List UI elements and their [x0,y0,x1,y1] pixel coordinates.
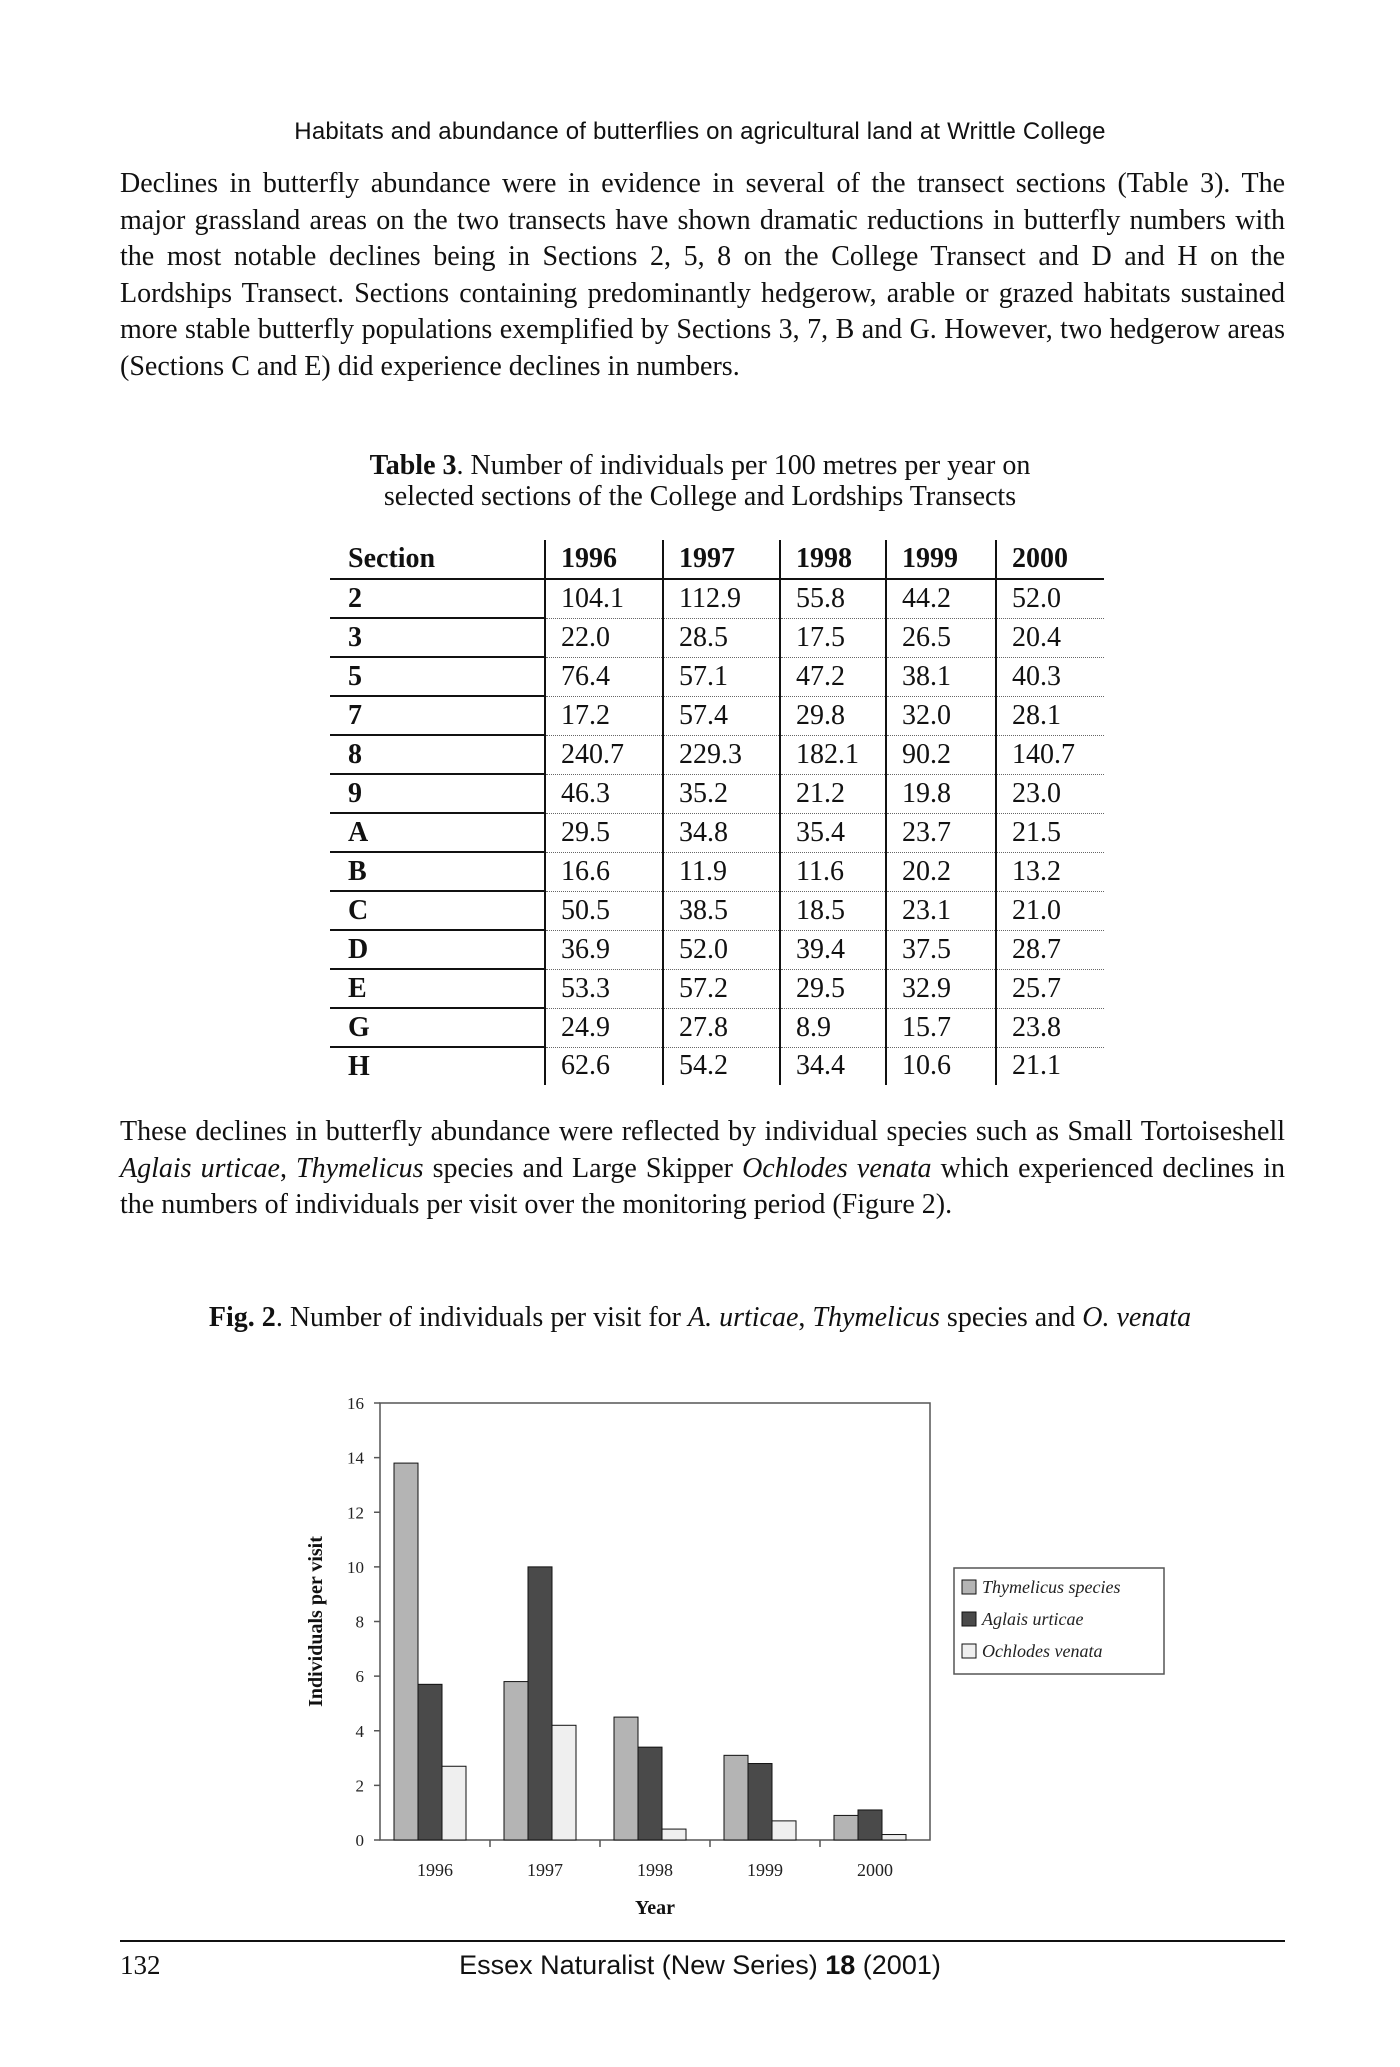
y-tick-label: 16 [347,1394,364,1413]
bar-thymelicus-species [614,1717,638,1840]
section-label-cell: E [330,969,545,1008]
legend-label: Aglais urticae [982,1609,1084,1629]
value-cell: 28.7 [996,930,1104,969]
section-label-cell: A [330,813,545,852]
para2-text-3: species and Large Skipper [423,1152,743,1184]
legend-label: Ochlodes venata [982,1641,1103,1661]
value-cell: 21.1 [996,1047,1104,1085]
figure-caption-italic-1: A. urticae [687,1302,799,1333]
bar-aglais-urticae [418,1684,442,1840]
legend-swatch [962,1612,976,1626]
value-cell: 23.8 [996,1008,1104,1047]
figure-label: Fig. 2 [208,1302,276,1333]
bar-ochlodes-venata [882,1835,906,1840]
table-row [330,813,1104,852]
value-cell: 57.4 [663,696,780,735]
value-cell: 44.2 [886,579,996,618]
value-cell: 34.4 [780,1047,886,1085]
table-row [330,852,1104,891]
para2-text-2: , [279,1152,297,1184]
table-header-cell: 1997 [663,540,780,579]
y-tick-label: 10 [347,1557,364,1577]
value-cell: 240.7 [545,735,663,774]
value-cell: 38.5 [663,891,780,930]
value-cell: 23.7 [886,813,996,852]
value-cell: 17.2 [545,696,663,735]
value-cell: 25.7 [996,969,1104,1008]
value-cell: 182.1 [780,735,886,774]
bar-aglais-urticae [528,1567,552,1840]
section-label-cell: 7 [330,696,545,735]
value-cell: 36.9 [545,930,663,969]
value-cell: 39.4 [780,930,886,969]
y-tick-label: 2 [355,1776,364,1796]
x-tick-label: 1996 [417,1860,453,1880]
bar-thymelicus-species [834,1815,858,1840]
value-cell: 140.7 [996,735,1104,774]
legend-swatch [962,1580,976,1594]
legend-swatch [962,1644,976,1658]
value-cell: 50.5 [545,891,663,930]
value-cell: 46.3 [545,774,663,813]
bar-ochlodes-venata [552,1725,576,1840]
value-cell: 47.2 [780,657,886,696]
value-cell: 52.0 [996,579,1104,618]
section-label-cell: B [330,852,545,891]
value-cell: 21.5 [996,813,1104,852]
value-cell: 34.8 [663,813,780,852]
table-body [330,579,1104,1085]
value-cell: 23.0 [996,774,1104,813]
table-row [330,969,1104,1008]
y-tick-label: 14 [347,1448,364,1468]
figure-caption-italic-3: O. venata [1082,1302,1192,1333]
data-table [330,540,1104,1085]
value-cell: 29.5 [545,813,663,852]
value-cell: 90.2 [886,735,996,774]
figure-caption-italic-2: Thymelicus [812,1302,940,1333]
section-label-cell: C [330,891,545,930]
body-paragraph-1: Declines in butterfly abundance were in evidence in several of the transect sections (Table 3). The major grassland areas on the two transects have shown dramatic reductions in butterfly numbers with the most notable declines being in Sections 2, 5, 8 on the College Transect and D and H on the Lordships Transect. Sections containing predominantly hedgerow, arable or grazed habitats sustained more stable butterfly populations exemplified by Sections 3, 7, B and G. However, two hedgerow areas (Sections C and E) did experience declines in numbers. [120,168,1285,382]
table-row [330,891,1104,930]
table-header-row [330,540,1104,579]
value-cell: 52.0 [663,930,780,969]
y-tick-label: 0 [355,1831,364,1850]
bar-thymelicus-species [394,1463,418,1840]
section-label-cell: 8 [330,735,545,774]
section-label-cell: 9 [330,774,545,813]
value-cell: 28.5 [663,618,780,657]
table-row [330,774,1104,813]
bar-ochlodes-venata [772,1821,796,1840]
value-cell: 32.9 [886,969,996,1008]
figure-caption-text-2: , [798,1302,813,1333]
value-cell: 40.3 [996,657,1104,696]
section-label-cell: 3 [330,618,545,657]
table-caption-line1: . Number of individuals per 100 metres per year on [456,450,1031,481]
value-cell: 62.6 [545,1047,663,1085]
value-cell: 229.3 [663,735,780,774]
table-header-cell: Section [330,540,545,579]
value-cell: 21.2 [780,774,886,813]
page-number: 132 [120,1950,161,1980]
species-name-aglais: Aglais urticae [120,1152,280,1184]
value-cell: 18.5 [780,891,886,930]
value-cell: 22.0 [545,618,663,657]
table-header-cell: 1998 [780,540,886,579]
y-tick-label: 12 [347,1503,364,1523]
value-cell: 21.0 [996,891,1104,930]
journal-year: (2001) [855,1950,941,1980]
bar-aglais-urticae [638,1747,662,1840]
value-cell: 53.3 [545,969,663,1008]
value-cell: 10.6 [886,1047,996,1085]
value-cell: 112.9 [663,579,780,618]
value-cell: 13.2 [996,852,1104,891]
y-tick-label: 4 [355,1721,364,1741]
value-cell: 17.5 [780,618,886,657]
x-tick-label: 1998 [637,1860,673,1880]
section-label-cell: D [330,930,545,969]
table-row [330,696,1104,735]
y-tick-label: 6 [355,1667,364,1687]
value-cell: 32.0 [886,696,996,735]
table-caption [0,450,1400,512]
para2-text-1: These declines in butterfly abundance were reflected by individual species such as Small Tortoiseshell [120,1116,1285,1147]
y-axis-label: Individuals per visit [305,1536,327,1707]
value-cell: 15.7 [886,1008,996,1047]
bar-ochlodes-venata [442,1766,466,1840]
table-row [330,618,1104,657]
value-cell: 54.2 [663,1047,780,1085]
value-cell: 57.1 [663,657,780,696]
y-tick-label: 8 [355,1612,364,1632]
value-cell: 11.9 [663,852,780,891]
bar-thymelicus-species [504,1682,528,1840]
value-cell: 29.8 [780,696,886,735]
section-label-cell: 5 [330,657,545,696]
value-cell: 19.8 [886,774,996,813]
value-cell: 38.1 [886,657,996,696]
table-row [330,579,1104,618]
value-cell: 20.2 [886,852,996,891]
species-name-thymelicus: Thymelicus [296,1152,424,1184]
bar-chart [290,1380,1190,1940]
value-cell: 29.5 [780,969,886,1008]
table-row [330,735,1104,774]
journal-name: Essex Naturalist (New Series) [459,1950,826,1980]
value-cell: 16.6 [545,852,663,891]
value-cell: 57.2 [663,969,780,1008]
figure-caption [0,1302,1400,1333]
table-header-cell: 2000 [996,540,1104,579]
value-cell: 26.5 [886,618,996,657]
value-cell: 23.1 [886,891,996,930]
table-caption-line2: selected sections of the College and Lordships Transects [383,481,1017,512]
figure-caption-text-3: species and [939,1302,1083,1333]
bar-aglais-urticae [748,1764,772,1840]
legend-label: Thymelicus species [982,1577,1121,1597]
footer-rule [120,1940,1285,1942]
bar-ochlodes-venata [662,1829,686,1840]
x-tick-label: 2000 [857,1860,893,1880]
value-cell: 24.9 [545,1008,663,1047]
x-tick-label: 1999 [747,1860,783,1880]
journal-volume: 18 [825,1950,856,1980]
value-cell: 28.1 [996,696,1104,735]
running-header: Habitats and abundance of butterflies on agricultural land at Writtle College [294,118,1106,145]
value-cell: 20.4 [996,618,1104,657]
section-label-cell: G [330,1008,545,1047]
table-row [330,1008,1104,1047]
bar-aglais-urticae [858,1810,882,1840]
bar-thymelicus-species [724,1755,748,1840]
value-cell: 8.9 [780,1008,886,1047]
value-cell: 11.6 [780,852,886,891]
table-row [330,657,1104,696]
value-cell: 35.4 [780,813,886,852]
value-cell: 55.8 [780,579,886,618]
table-row [330,1047,1104,1085]
species-name-ochlodes: Ochlodes venata [742,1152,932,1184]
value-cell: 76.4 [545,657,663,696]
journal-citation [0,1950,1400,1981]
x-axis-label: Year [635,1897,675,1919]
value-cell: 35.2 [663,774,780,813]
section-label-cell: H [348,1050,370,1082]
table-label: Table 3 [369,450,457,481]
table-header-cell: 1996 [545,540,663,579]
value-cell: 104.1 [545,579,663,618]
section-label-cell: 2 [330,579,545,618]
table-row [330,930,1104,969]
table-header-cell: 1999 [886,540,996,579]
value-cell: 37.5 [886,930,996,969]
value-cell: 27.8 [663,1008,780,1047]
x-tick-label: 1997 [527,1860,563,1880]
para2-text-4: which experienced declines in the numbers of individuals per visit over the monitoring period (Figure 2). [120,1152,1286,1220]
figure-caption-text-1: . Number of individuals per visit for [275,1302,688,1333]
body-paragraph-2 [120,1114,1285,1224]
